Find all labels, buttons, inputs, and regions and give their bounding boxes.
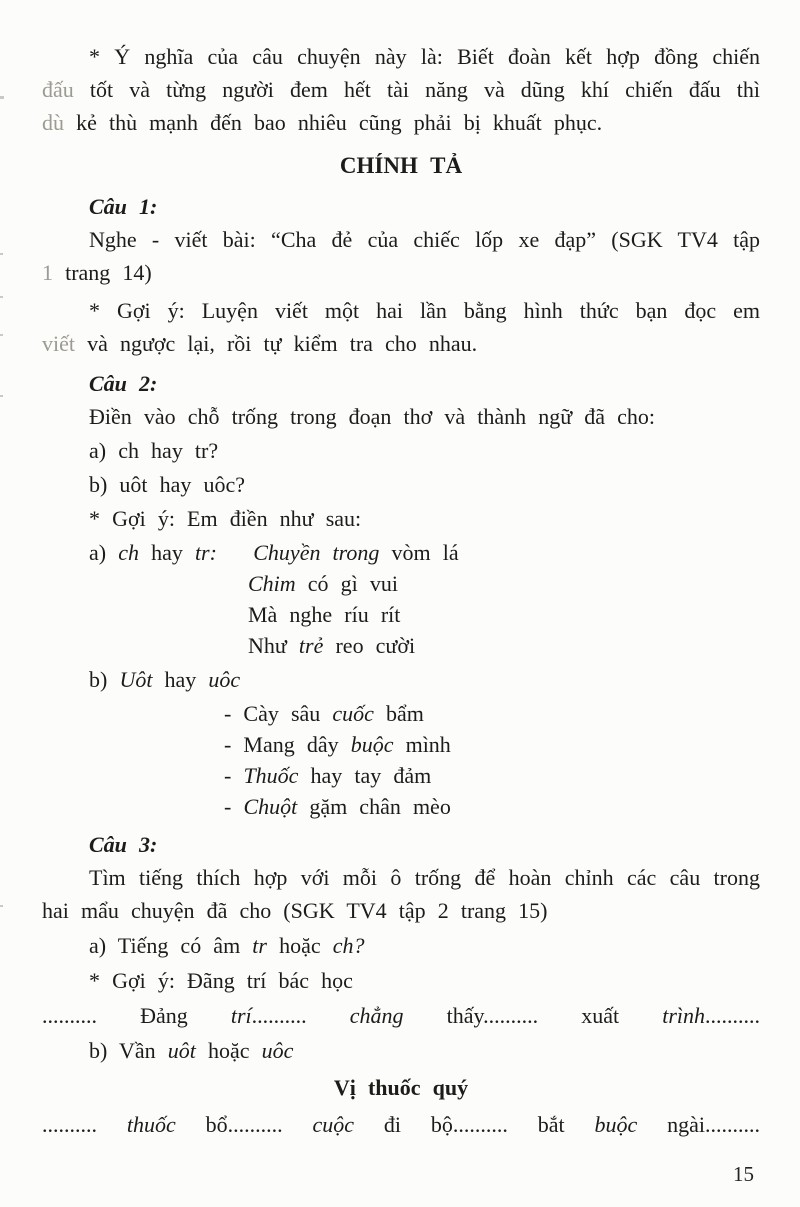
goi-y-cau-1-line-1 [42,294,760,327]
cau-3-text-line-1 [42,861,760,894]
text-segment: ch? [332,933,365,958]
text-segment: Tìm tiếng thích hợp với mỗi ô trống để hoàn chỉnh các câu trong [89,865,760,890]
text-segment: * Gợi ý: Đãng trí bác học [89,968,353,993]
text-segment: buộc [350,732,394,757]
text-segment: chẳng [349,1003,404,1028]
answer-a-verse-3 [42,599,760,630]
text-segment: Uôt [119,667,153,692]
text-segment: * Gợi ý: Em điền như sau: [89,506,362,531]
text-segment: Câu 3: [89,832,158,857]
cau-3-option-b [42,1035,760,1067]
cau-3-label [42,828,760,861]
answer-a-verse-1 [42,537,760,568]
text-segment: .......... [705,1003,760,1028]
text-segment: uôt [167,1038,196,1063]
cau-2-option-a [42,435,760,467]
text-segment: - Mang dây [224,732,351,757]
text-segment: Điền vào chỗ trống trong đoạn thơ và thành ngữ đã cho: [89,404,655,429]
cau-3-option-a [42,930,760,962]
cau-3-fill-line-2 [42,1109,760,1141]
text-segment: hai mẩu chuyện đã cho (SGK TV4 tập 2 trang 15) [42,898,548,923]
scan-artifact [0,253,3,255]
text-segment [217,540,253,565]
text-segment: trang 14) [53,260,152,285]
text-segment: Chuột [243,794,298,819]
text-segment: cuộc [312,1112,355,1137]
section-heading-chinh-ta [42,149,760,183]
cau-3-fill-line-1 [42,1000,760,1032]
scan-artifact [0,334,3,336]
cau-3-text-line-2 [42,894,760,927]
text-segment: * Gợi ý: Luyện viết một hai lần bằng hình thức bạn đọc em [89,298,760,323]
text-segment: * Ý nghĩa của câu chuyện này là: Biết đoàn kết hợp đồng chiến [89,44,760,69]
text-segment: Chim [248,571,296,596]
page-number: 15 [733,1162,754,1186]
goi-y-cau-1-line-2 [42,327,760,360]
answer-b-label [42,663,760,696]
text-segment: bổ.......... [175,1112,313,1137]
text-segment: thuốc [126,1112,176,1137]
text-segment: Như [248,633,299,658]
text-segment: b) [89,667,120,692]
text-segment: có gì vui [295,571,398,596]
text-segment: a) ch hay tr? [89,438,219,463]
text-segment: thấy.......... xuất [403,1003,663,1028]
text-segment: hoặc [266,933,333,958]
text-segment: trẻ [298,633,324,658]
answer-b-item-1 [42,698,760,729]
story-meaning-line-3 [42,106,760,139]
text-segment: gặm chân mèo [297,794,451,819]
answer-a-verse-2 [42,568,760,599]
text-segment: ch [118,540,139,565]
text-segment: CHÍNH TẢ [339,153,463,178]
text-segment: và ngược lại, rồi tự kiểm tra cho nhau. [75,331,478,356]
text-segment: - [224,794,244,819]
text-segment: đấu [42,77,74,102]
text-segment: a) [89,540,119,565]
text-segment: Mà nghe ríu rít [248,602,401,627]
cau-1-text-line-1 [42,223,760,256]
goi-y-cau-2 [42,503,760,535]
text-segment: b) uôt hay uôc? [89,472,246,497]
page-content [42,40,760,1141]
answer-a-verse-4 [42,630,760,661]
text-segment: b) Vần [89,1038,168,1063]
text-segment: .......... [251,1003,350,1028]
text-segment: Câu 2: [89,371,158,396]
text-segment: vòm lá [379,540,459,565]
text-segment: - [224,763,244,788]
answer-b-item-4 [42,791,760,822]
text-segment: reo cười [323,633,416,658]
subheading-vi-thuoc-quy [42,1071,760,1105]
text-segment: kẻ thù mạnh đến bao nhiêu cũng phải bị khuất phục. [64,110,603,135]
scan-artifact [0,905,3,907]
text-segment: Thuốc [243,763,299,788]
text-segment: trình [662,1003,705,1028]
scan-artifact [0,395,3,397]
cau-2-label [42,367,760,400]
text-segment: tốt và từng người đem hết tài năng và dũng khí chiến đấu thì [73,77,760,102]
text-segment: Nghe - viết bài: “Cha đẻ của chiếc lốp xe đạp” (SGK TV4 tập [89,227,760,252]
text-segment: đi bộ.......... bắt [354,1112,595,1137]
text-segment: viết [42,331,75,356]
text-segment: mình [393,732,451,757]
text-segment: - Cày sâu [224,701,333,726]
text-segment: hay [152,667,209,692]
text-segment: trí [230,1003,252,1028]
text-segment: .......... Đảng [42,1003,231,1028]
text-segment: dù [42,110,64,135]
text-segment: hoặc [195,1038,262,1063]
text-segment: tr: [194,540,217,565]
answer-b-item-2 [42,729,760,760]
goi-y-cau-3 [42,965,760,997]
cau-1-label [42,190,760,223]
text-segment: Chuyền trong [253,540,380,565]
text-segment: tr [252,933,267,958]
text-segment: ngài.......... [637,1112,760,1137]
text-segment: uôc [261,1038,294,1063]
cau-1-text-line-2 [42,256,760,289]
text-segment: a) Tiếng có âm [89,933,253,958]
text-segment: uôc [208,667,241,692]
scan-artifact [0,296,3,298]
story-meaning-line-1 [42,40,760,73]
text-segment: hay tay đảm [298,763,432,788]
text-segment: Vị thuốc quý [333,1075,469,1100]
answer-b-item-3 [42,760,760,791]
text-segment: bẩm [373,701,424,726]
story-meaning-line-2 [42,73,760,106]
text-segment: .......... [42,1112,127,1137]
text-segment: buộc [594,1112,638,1137]
text-segment: Câu 1: [89,194,158,219]
text-segment: 1 [42,260,53,285]
cau-2-prompt [42,400,760,433]
text-segment: hay [138,540,195,565]
text-segment: cuốc [332,701,374,726]
cau-2-option-b [42,469,760,501]
scan-artifact [0,96,4,99]
